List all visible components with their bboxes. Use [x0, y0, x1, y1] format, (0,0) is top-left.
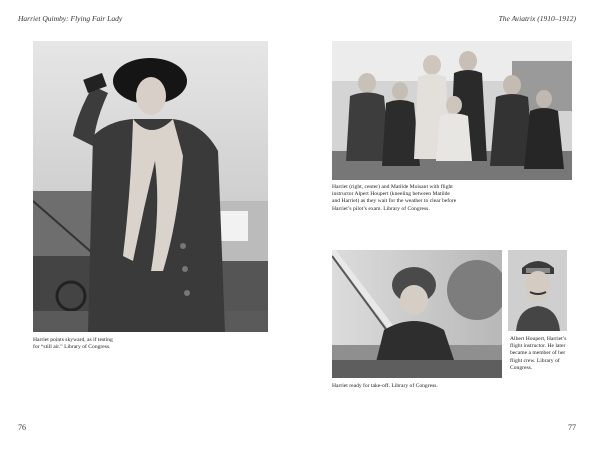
caption-takeoff-photo — [332, 383, 502, 390]
caption-left-photo — [33, 337, 173, 351]
photo-harriet-ready-for-takeoff — [332, 250, 502, 378]
caption-line: Harriet’s pilot’s exam. Library of Congress. — [332, 205, 430, 212]
caption-group-photo — [332, 184, 507, 213]
caption-line: and Harriet) as they wait for the weather to clear before — [332, 198, 457, 205]
caption-line: Harriet (right, center) and Matilde Moisant with flight — [332, 184, 453, 190]
caption-line: instructor Alpert Houpert (kneeling between Matilde — [332, 191, 450, 198]
caption-line: became a member of her — [510, 350, 566, 357]
page-number-right: 77 — [568, 423, 576, 432]
photo-group-waiting-for-weather-image — [332, 41, 572, 180]
caption-line: flight crew. Library of — [510, 357, 560, 364]
caption-line: Harriet ready for take-off. Library of Congress. — [332, 383, 438, 389]
running-head-left: Harriet Quimby: Flying Fair Lady — [18, 14, 123, 23]
caption-line: for “still air.” Library of Congress. — [33, 344, 111, 351]
caption-houpert-photo — [510, 336, 572, 372]
caption-line: Harriet points skyward, as if testing — [33, 337, 113, 343]
photo-albert-houpert-portrait-image — [508, 250, 567, 331]
photo-harriet-ready-for-takeoff-image — [332, 250, 502, 378]
photo-group-waiting-for-weather — [332, 41, 572, 180]
caption-line: flight instructor. He later — [510, 343, 566, 350]
right-page — [300, 0, 600, 450]
photo-harriet-pointing-skyward-image — [33, 41, 268, 332]
photo-harriet-pointing-skyward — [33, 41, 268, 332]
page-number-left: 76 — [18, 423, 26, 432]
photo-albert-houpert-portrait — [508, 250, 567, 331]
caption-line: Albert Houpert, Harriet’s — [510, 336, 567, 342]
caption-line: Congress. — [510, 364, 533, 371]
running-head-right: The Aviatrix (1910–1912) — [498, 14, 576, 23]
